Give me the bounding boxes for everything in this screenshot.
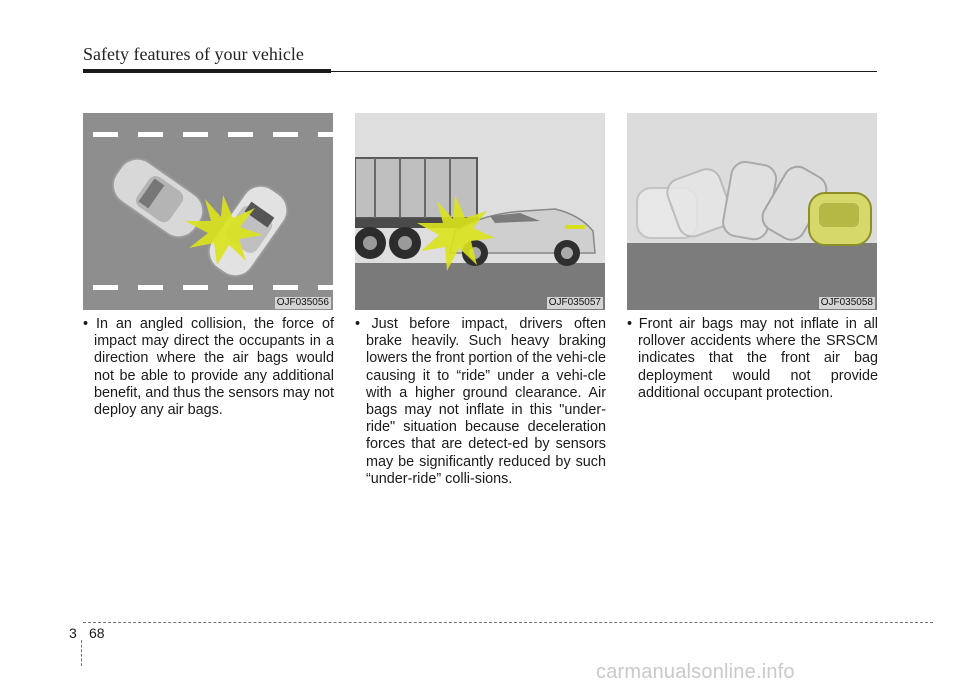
angled-collision-illustration <box>83 113 333 310</box>
bullet-item: • Just before impact, drivers often brake heavily. Such heavy braking lowers the front portion of the vehi-cle causing it to “ride” under a vehi-cle with a higher ground clearance. Air bags may not inflate in this "under-ride" situation because deceleration forces that are detect-ed by sensors may be significantly reduced by such “under-ride” colli-sions. <box>355 316 606 487</box>
text-column-1 <box>83 316 334 419</box>
bullet-text: Front air bags may not inflate in all rollover accidents where the SRSCM indicates that the front air bag deployment would not provide additional occupant protection. <box>638 316 878 401</box>
figure-rollover <box>627 113 877 310</box>
figure-angled-collision <box>83 113 333 310</box>
figure-code-label: OJF035057 <box>548 297 601 308</box>
figure-code-label: OJF035058 <box>820 297 873 308</box>
page-number: 68 <box>89 625 105 641</box>
page-header-title: Safety features of your vehicle <box>83 44 304 64</box>
figure-code-label: OJF035056 <box>276 297 329 308</box>
under-ride-illustration <box>355 113 605 310</box>
bullet-text: Just before impact, drivers often brake heavily. Such heavy braking lowers the front portion of the vehi-cle causing it to “ride” under a vehi-cle with a higher ground clearance. Air bags may not inflate in this "under-ride" situation because deceleration forces that are detect-ed by sensors may be significantly reduced by such “under-ride” colli-sions. <box>366 316 606 487</box>
watermark-text: carmanualsonline.info <box>596 661 795 683</box>
chapter-number: 3 <box>69 625 77 641</box>
bullet-item: • In an angled collision, the force of impact may direct the occupants in a direction where the air bags would not be able to provide any additional benefit, and thus the sensors may not deploy any air bags. <box>83 316 334 419</box>
figure-under-ride <box>355 113 605 310</box>
footer-rule <box>83 622 933 623</box>
text-column-3 <box>627 316 878 402</box>
bullet-text: In an angled collision, the force of impact may direct the occupants in a direction where the air bags would not be able to provide any additional benefit, and thus the sensors may not deploy any air bags. <box>94 316 334 419</box>
bullet-item: • Front air bags may not inflate in all rollover accidents where the SRSCM indicates that the front air bag deployment would not provide additional occupant protection. <box>627 316 878 401</box>
header-rule-thin <box>331 71 877 72</box>
footer-divider <box>81 640 82 666</box>
header-rule-thick <box>83 69 331 73</box>
rollover-illustration <box>627 113 877 310</box>
text-column-2 <box>355 316 606 488</box>
